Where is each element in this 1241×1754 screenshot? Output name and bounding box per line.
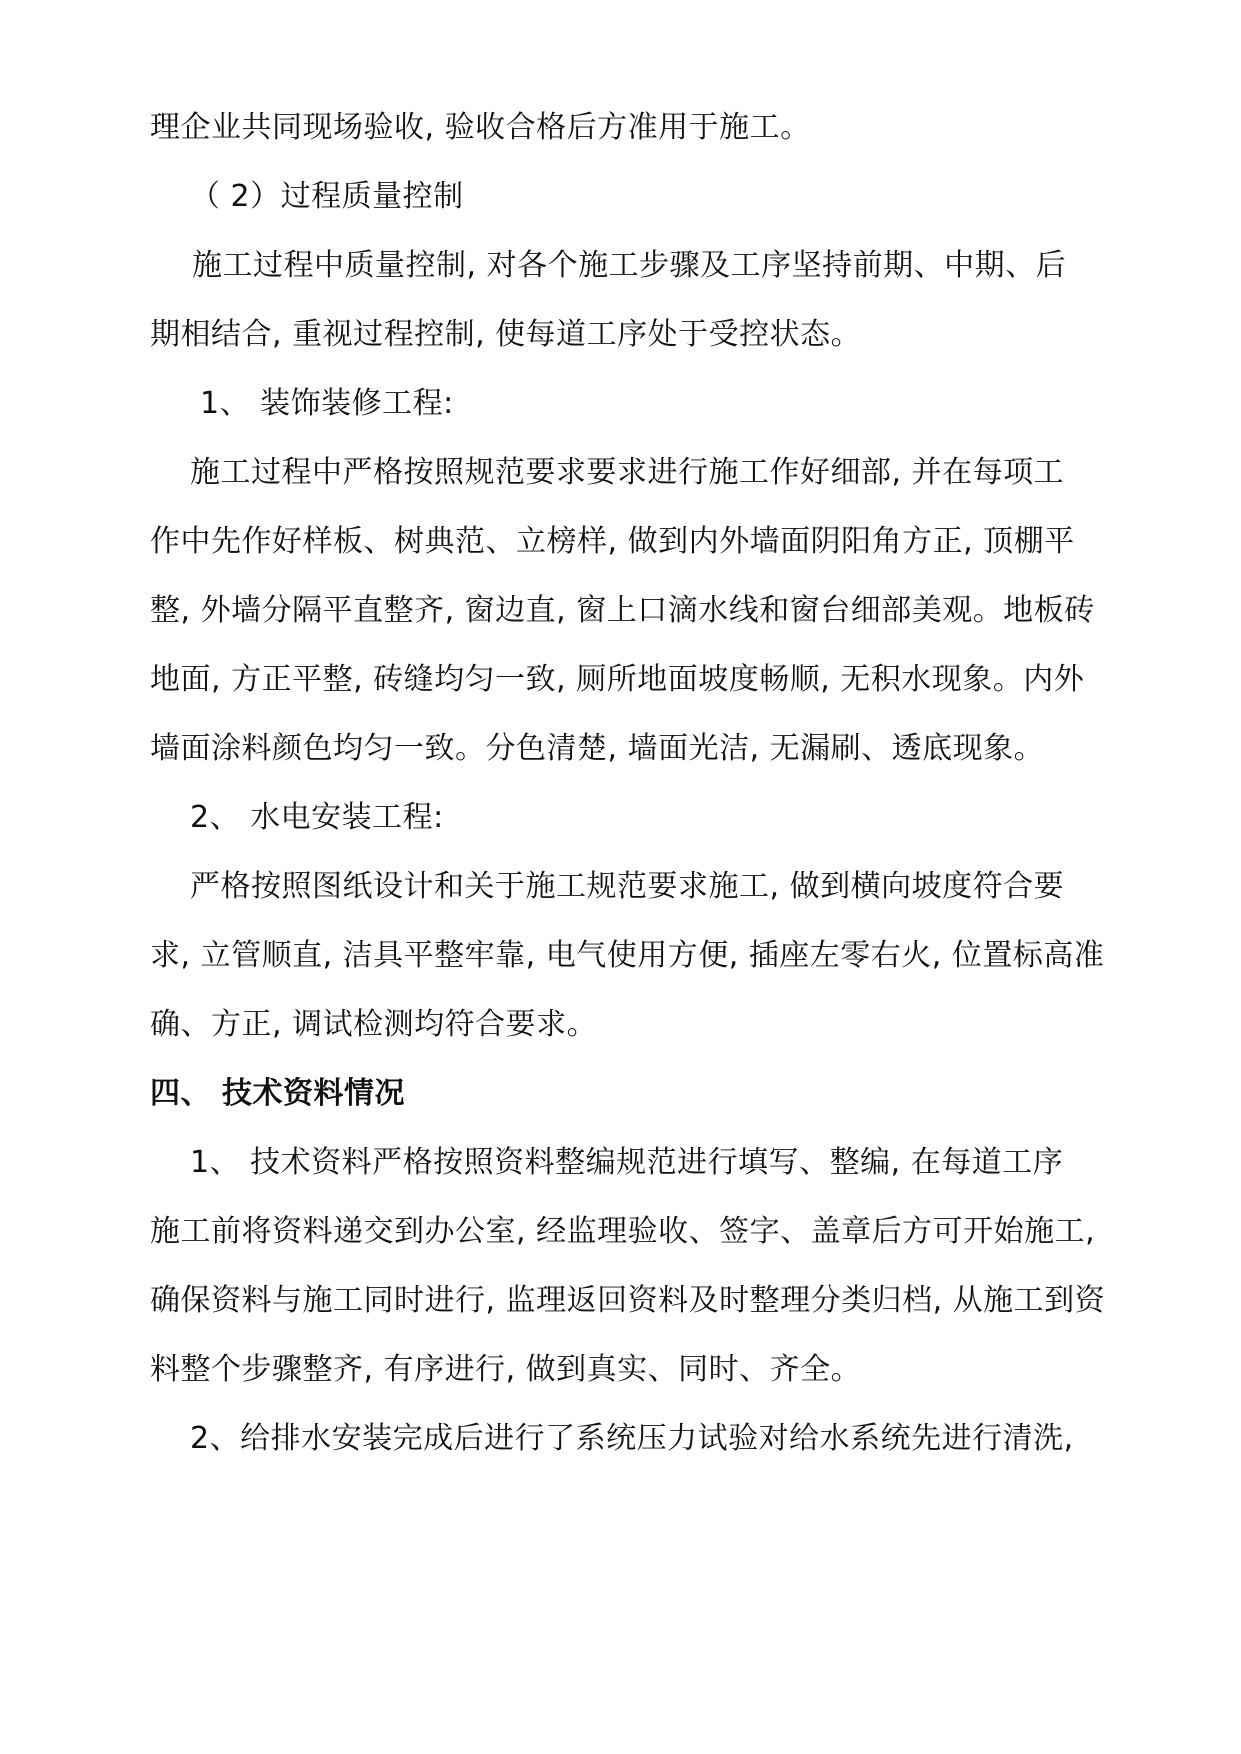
text-line-12: 严格按照图纸设计和关于施工规范要求施工, 做到横向坡度符合要 [190, 869, 1065, 904]
section-heading-technical-data: 四、 技术资料情况 [150, 1076, 405, 1111]
text-line-9: 地面, 方正平整, 砖缝均匀一致, 厕所地面坡度畅顺, 无积水现象。内外 [150, 662, 1085, 697]
text-line-16: 1、 技术资料严格按照资料整编规范进行填写、整编, 在每道工序 [190, 1145, 1064, 1180]
text-line-18: 确保资料与施工同时进行, 监理返回资料及时整理分类归档, 从施工到资 [150, 1283, 1106, 1318]
subheading-process-quality: （ 2）过程质量控制 [190, 179, 464, 214]
subheading-decoration: 1、 装饰装修工程: [200, 386, 454, 421]
text-line-19: 料整个步骤整齐, 有序进行, 做到真实、同时、齐全。 [150, 1352, 862, 1387]
text-line-17: 施工前将资料递交到办公室, 经监理验收、签字、盖章后方可开始施工, [150, 1214, 1096, 1249]
subheading-plumbing-electrical: 2、 水电安装工程: [190, 800, 444, 835]
text-line-3: 施工过程中质量控制, 对各个施工步骤及工序坚持前期、中期、后 [192, 248, 1067, 283]
text-line-6: 施工过程中严格按照规范要求要求进行施工作好细部, 并在每项工 [190, 455, 1065, 490]
text-line-1: 理企业共同现场验收, 验收合格后方准用于施工。 [150, 110, 811, 145]
text-line-8: 整, 外墙分隔平直整齐, 窗边直, 窗上口滴水线和窗台细部美观。地板砖 [150, 593, 1095, 628]
text-line-20: 2、给排水安装完成后进行了系统压力试验对给水系统先进行清洗, [190, 1421, 1074, 1456]
text-line-10: 墙面涂料颜色均匀一致。分色清楚, 墙面光洁, 无漏刷、透底现象。 [150, 731, 1045, 766]
text-line-4: 期相结合, 重视过程控制, 使每道工序处于受控状态。 [150, 317, 862, 352]
text-line-7: 作中先作好样板、树典范、立榜样, 做到内外墙面阴阳角方正, 顶棚平 [150, 524, 1075, 559]
text-line-14: 确、方正, 调试检测均符合要求。 [150, 1007, 598, 1042]
text-line-13: 求, 立管顺直, 洁具平整牢靠, 电气使用方便, 插座左零右火, 位置标高准 [150, 938, 1105, 973]
